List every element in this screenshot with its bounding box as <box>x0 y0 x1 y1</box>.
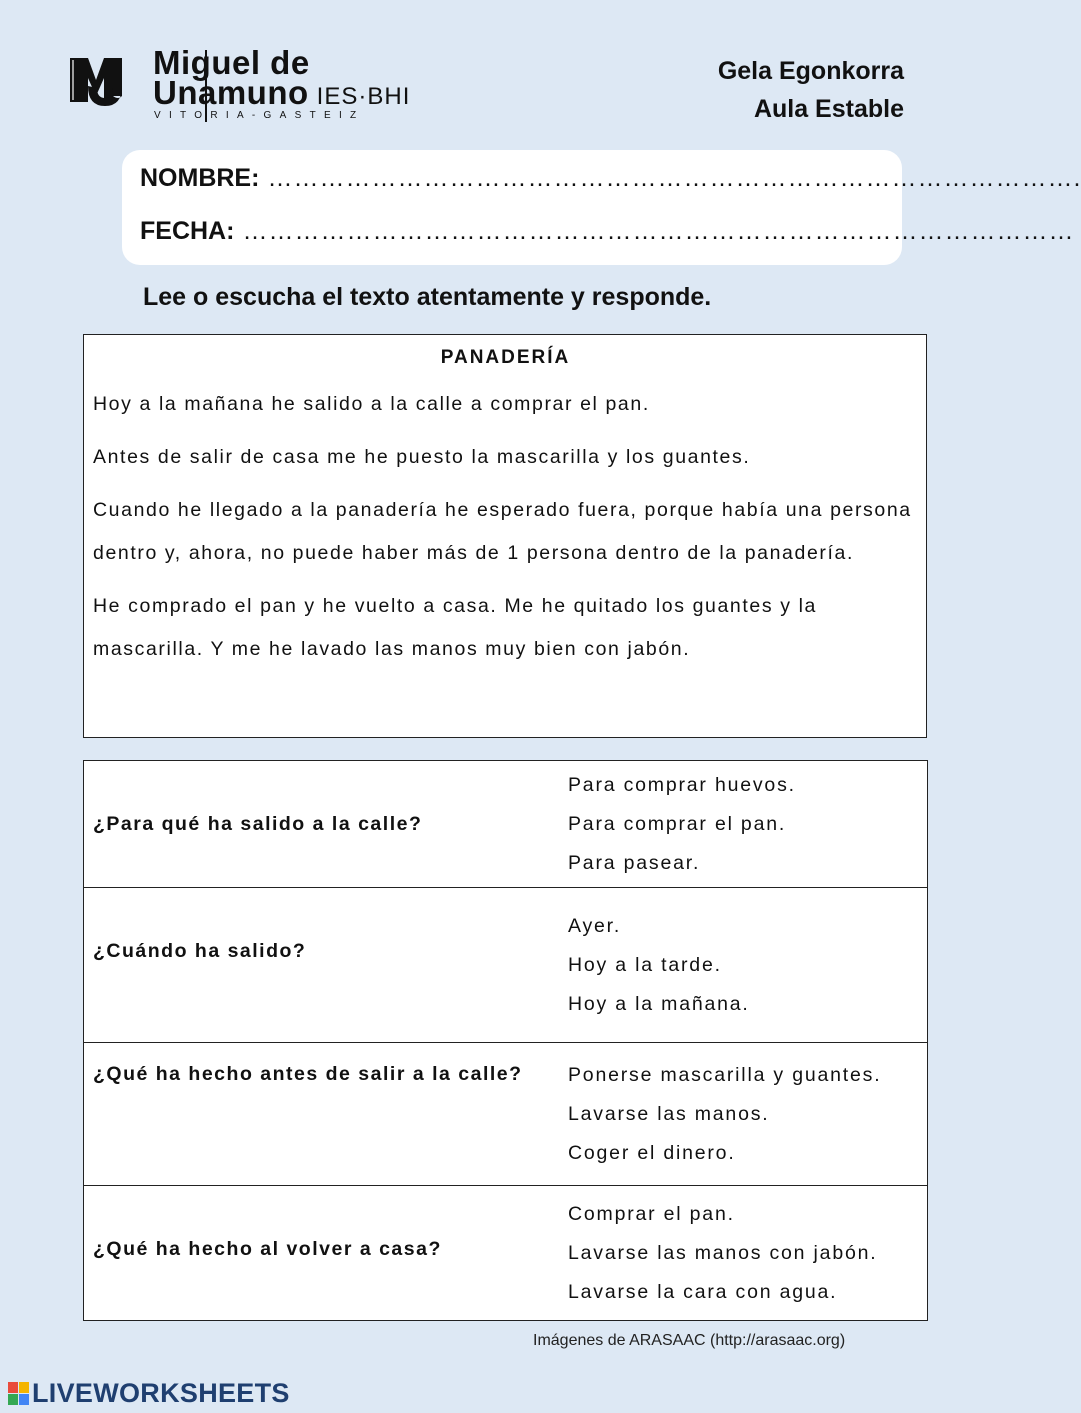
answer-option[interactable]: Hoy a la tarde. <box>568 953 722 976</box>
answer-option[interactable]: Coger el dinero. <box>568 1141 736 1164</box>
question-row <box>84 761 928 888</box>
header-right <box>718 52 904 128</box>
answer-option[interactable]: Comprar el pan. <box>568 1202 735 1225</box>
reading-paragraph: Hoy a la mañana he salido a la calle a comprar el pan. <box>93 393 650 415</box>
answer-option[interactable]: Lavarse la cara con agua. <box>568 1280 838 1303</box>
questions-table <box>83 760 928 1321</box>
name-label: NOMBRE: <box>140 164 260 192</box>
header-right-line1: Gela Egonkorra <box>717 57 904 85</box>
question-text: ¿Qué ha hecho al volver a casa? <box>84 1186 560 1321</box>
student-info-box <box>122 150 1081 265</box>
answer-option[interactable]: Lavarse las manos. <box>568 1102 770 1125</box>
liveworksheets-icon <box>8 1382 30 1406</box>
question-row <box>84 1186 928 1321</box>
answer-option[interactable]: Ponerse mascarilla y guantes. <box>568 1063 882 1086</box>
image-credits: Imágenes de ARASAAC (http://arasaac.org) <box>533 1332 846 1349</box>
reading-title: PANADERÍA <box>440 347 571 368</box>
logo-title-line2 <box>153 76 410 114</box>
options-cell <box>559 1186 928 1321</box>
name-dots: …………………………………………………………………………………. <box>267 164 1081 192</box>
date-dots: …………………………………………………………………………………… <box>242 217 1075 245</box>
question-text: ¿Qué ha hecho antes de salir a la calle? <box>84 1043 560 1186</box>
answer-option[interactable]: Lavarse las manos con jabón. <box>568 1241 878 1264</box>
answer-option[interactable]: Para comprar huevos. <box>568 773 796 796</box>
question-text: ¿Cuándo ha salido? <box>84 888 560 1043</box>
date-field[interactable] <box>140 217 1075 246</box>
school-logo <box>68 46 448 128</box>
reading-paragraph: Cuando he llegado a la panadería he esperado fuera, porque había una persona dentro y, ahora, no puede haber más de 1 persona dentro de la panadería. <box>93 499 912 564</box>
options-cell <box>559 1043 928 1186</box>
logo-city: VITORIA-GASTEIZ <box>154 110 365 121</box>
question-row <box>84 888 928 1043</box>
name-field[interactable] <box>140 164 1081 193</box>
options-cell <box>559 761 928 888</box>
reading-paragraph: Antes de salir de casa me he puesto la mascarilla y los guantes. <box>93 446 751 468</box>
question-row <box>84 1043 928 1186</box>
liveworksheets-text: LIVEWORKSHEETS <box>32 1378 290 1408</box>
logo-ies: IES·BHI <box>316 83 411 110</box>
school-logo-mark <box>68 50 124 108</box>
answer-option[interactable]: Para pasear. <box>568 851 701 874</box>
header-right-line2: Aula Estable <box>753 95 904 123</box>
logo-title-line1: Miguel de <box>153 44 310 81</box>
options-cell <box>559 888 928 1043</box>
date-label: FECHA: <box>140 217 235 245</box>
answer-option[interactable]: Para comprar el pan. <box>568 812 787 835</box>
logo-title-line2-text: Unamuno <box>153 74 309 111</box>
reading-box <box>83 334 927 738</box>
reading-paragraph: He comprado el pan y he vuelto a casa. Me he quitado los guantes y la mascarilla. Y me he lavado las manos muy bien con jabón. <box>93 595 817 660</box>
instruction: Lee o escucha el texto atentamente y responde. <box>143 283 712 311</box>
question-text: ¿Para qué ha salido a la calle? <box>84 761 560 888</box>
answer-option[interactable]: Ayer. <box>568 914 622 937</box>
answer-option[interactable]: Hoy a la mañana. <box>568 992 750 1015</box>
